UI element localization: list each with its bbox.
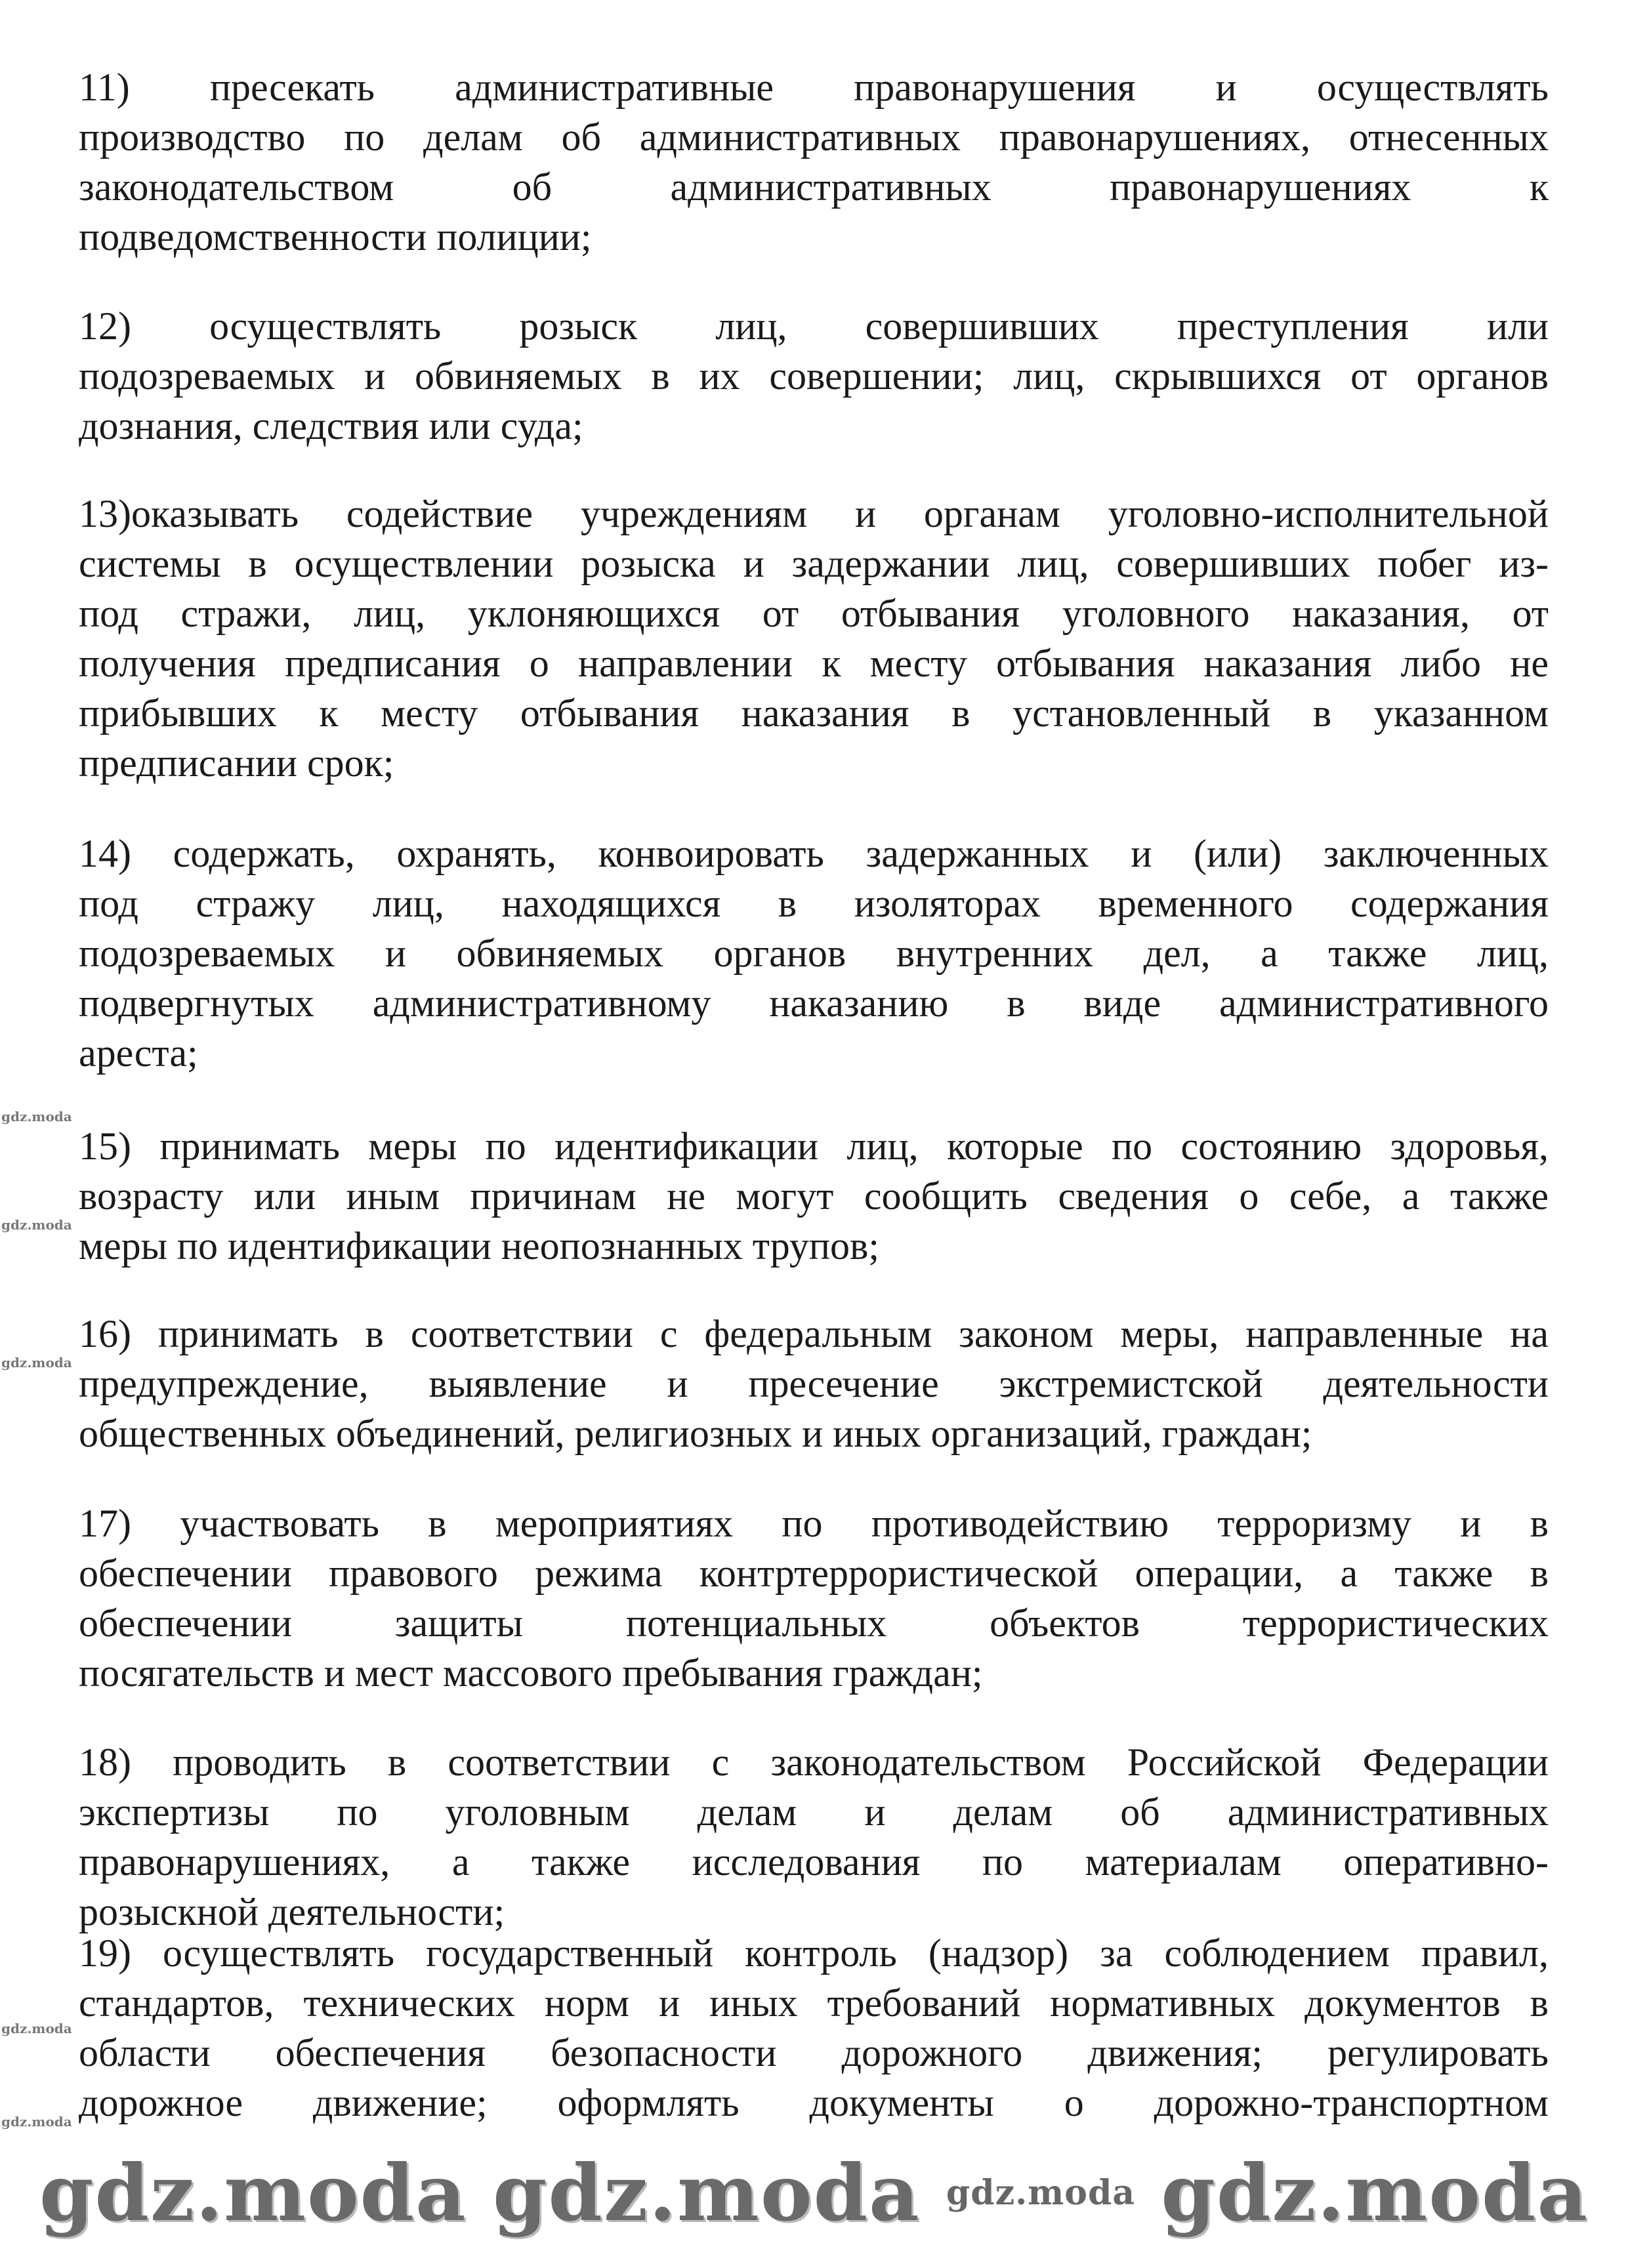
- text-line: меры по идентификации неопознанных трупов;: [79, 1224, 880, 1268]
- list-item: [79, 1737, 1549, 1937]
- text-line: под стражу лиц, находящихся в изоляторах временного содержания: [79, 882, 1549, 925]
- list-item: [79, 1928, 1549, 2128]
- text-line: 15) принимать меры по идентификации лиц, которые по состоянию здоровья,: [79, 1124, 1549, 1168]
- list-item: [79, 301, 1549, 451]
- text-line: ареста;: [79, 1031, 198, 1075]
- text-line: розыскной деятельности;: [79, 1890, 505, 1933]
- text-line: подозреваемых и обвиняемых в их совершении; лиц, скрывшихся от органов: [79, 354, 1549, 398]
- list-item: [79, 1309, 1549, 1458]
- text-line: системы в осуществлении розыска и задержании лиц, совершивших побег из-: [79, 542, 1549, 585]
- text-line: подозреваемых и обвиняемых органов внутренних дел, а также лиц,: [79, 932, 1549, 975]
- list-item: [79, 1498, 1549, 1698]
- text-line: предписании срок;: [79, 741, 394, 785]
- text-line: правонарушениях, а также исследования по материалам оперативно-: [79, 1840, 1549, 1884]
- text-line: законодательством об административных правонарушениях к: [79, 165, 1549, 209]
- text-line: посягательств и мест массового пребывания граждан;: [79, 1651, 983, 1695]
- text-line: дорожное движение; оформлять документы о дорожно-транспортном: [79, 2081, 1549, 2124]
- text-line: общественных объединений, религиозных и иных организаций, граждан;: [79, 1412, 1312, 1455]
- watermark-row: [39, 2144, 1589, 2242]
- watermark-logo: gdz.moda: [39, 2147, 467, 2239]
- text-line: экспертизы по уголовным делам и делам об административных: [79, 1790, 1549, 1834]
- text-line: стандартов, технических норм и иных требований нормативных документов в: [79, 1981, 1549, 2025]
- watermark-logo: gdz.moda: [1161, 2147, 1589, 2239]
- text-line: обеспечении защиты потенциальных объектов террористических: [79, 1601, 1549, 1645]
- text-line: 16) принимать в соответствии с федеральным законом меры, направленные на: [79, 1312, 1549, 1355]
- text-line: под стражи, лиц, уклоняющихся от отбывания уголовного наказания, от: [79, 592, 1549, 635]
- text-line: дознания, следствия или суда;: [79, 404, 583, 447]
- list-item: [79, 489, 1549, 788]
- text-line: предупреждение, выявление и пресечение экстремистской деятельности: [79, 1362, 1549, 1405]
- watermark-logo: gdz.moda: [492, 2147, 921, 2239]
- watermark-logo: gdz.moda: [1, 2114, 72, 2130]
- list-item: [79, 1121, 1549, 1271]
- text-line: производство по делам об административных правонарушениях, отнесенных: [79, 115, 1549, 159]
- text-line: 13)оказывать содействие учреждениям и органам уголовно-исполнительной: [79, 492, 1549, 535]
- text-line: подведомственности полиции;: [79, 215, 592, 258]
- text-line: получения предписания о направлении к месту отбывания наказания либо не: [79, 642, 1549, 685]
- text-line: обеспечении правового режима контртеррористической операции, а также в: [79, 1552, 1549, 1595]
- text-line: 12) осуществлять розыск лиц, совершивших преступления или: [79, 304, 1549, 348]
- text-line: 11) пресекать административные правонарушения и осуществлять: [79, 66, 1549, 109]
- text-line: подвергнутых административному наказанию в виде административного: [79, 981, 1549, 1025]
- watermark-logo: gdz.moda: [1, 1109, 72, 1124]
- text-line: возрасту или иным причинам не могут сообщить сведения о себе, а также: [79, 1174, 1549, 1218]
- watermark-logo: gdz.moda: [1, 1217, 72, 1233]
- text-line: 18) проводить в соответствии с законодательством Российской Федерации: [79, 1741, 1549, 1784]
- text-line: прибывших к месту отбывания наказания в установленный в указанном: [79, 691, 1549, 735]
- watermark-logo: gdz.moda: [1, 1355, 72, 1371]
- watermark-logo: gdz.moda: [1, 2021, 72, 2036]
- list-item: [79, 62, 1549, 262]
- text-line: 17) участвовать в мероприятиях по противодействию терроризму и в: [79, 1502, 1549, 1545]
- text-line: 14) содержать, охранять, конвоировать задержанных и (или) заключенных: [79, 832, 1549, 875]
- watermark-logo: gdz.moda: [946, 2172, 1136, 2213]
- list-item: [79, 829, 1549, 1078]
- text-line: 19) осуществлять государственный контроль (надзор) за соблюдением правил,: [79, 1931, 1549, 1975]
- text-line: области обеспечения безопасности дорожного движения; регулировать: [79, 2031, 1549, 2074]
